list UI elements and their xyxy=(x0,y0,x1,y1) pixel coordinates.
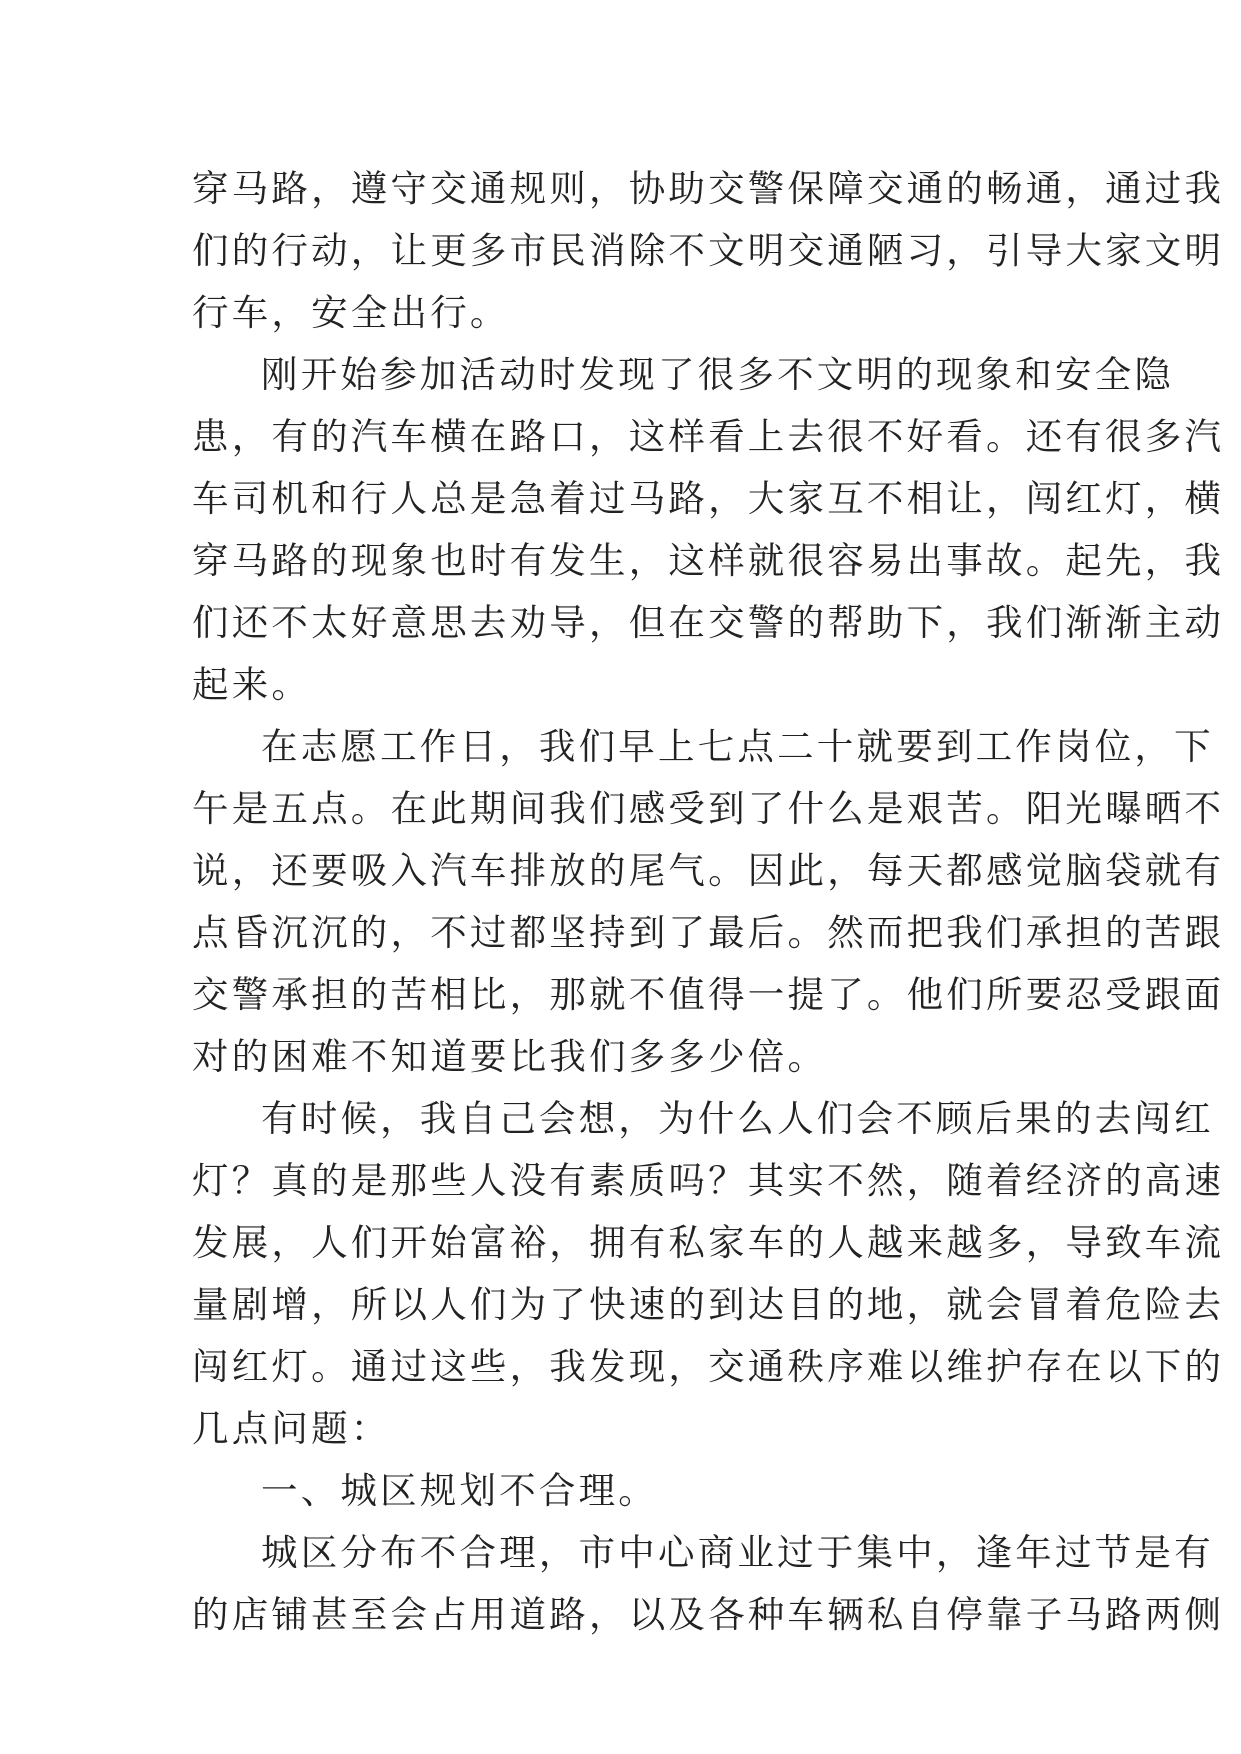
text-line: 闯红灯。通过这些，我发现，交通秩序难以维护存在以下的 xyxy=(192,1345,1225,1388)
text-line: 午是五点。在此期间我们感受到了什么是艰苦。阳光曝晒不 xyxy=(192,787,1225,830)
paragraph-first-line: 城区分布不合理，市中心商业过于集中，逢年过节是有 xyxy=(261,1531,1214,1574)
text-line: 车司机和行人总是急着过马路，大家互不相让，闯红灯，横 xyxy=(192,477,1225,520)
text-line: 交警承担的苦相比，那就不值得一提了。他们所要忍受跟面 xyxy=(192,973,1225,1016)
text-line: 行车，安全出行。 xyxy=(192,291,510,334)
text-line: 灯？真的是那些人没有素质吗？其实不然，随着经济的高速 xyxy=(192,1159,1225,1202)
text-line: 的店铺甚至会占用道路，以及各种车辆私自停靠子马路两侧 xyxy=(192,1593,1225,1636)
text-line: 起来。 xyxy=(192,663,312,706)
text-line: 点昏沉沉的，不过都坚持到了最后。然而把我们承担的苦跟 xyxy=(192,911,1225,954)
paragraph-first-line: 有时候，我自己会想，为什么人们会不顾后果的去闯红 xyxy=(261,1097,1214,1140)
text-line: 对的困难不知道要比我们多多少倍。 xyxy=(192,1035,828,1078)
text-line: 们还不太好意思去劝导，但在交警的帮助下，我们渐渐主动 xyxy=(192,601,1225,644)
text-line: 穿马路，遵守交通规则，协助交警保障交通的畅通，通过我 xyxy=(192,167,1225,210)
paragraph-first-line: 刚开始参加活动时发现了很多不文明的现象和安全隐 xyxy=(261,353,1175,396)
text-line: 穿马路的现象也时有发生，这样就很容易出事故。起先，我 xyxy=(192,539,1225,582)
paragraph-first-line: 在志愿工作日，我们早上七点二十就要到工作岗位，下 xyxy=(261,725,1214,768)
document-body xyxy=(192,158,1225,1646)
text-line: 发展，人们开始富裕，拥有私家车的人越来越多，导致车流 xyxy=(192,1221,1225,1264)
section-heading: 一、城区规划不合理。 xyxy=(261,1469,658,1512)
text-line: 们的行动，让更多市民消除不文明交通陋习，引导大家文明 xyxy=(192,229,1225,272)
text-line: 说，还要吸入汽车排放的尾气。因此，每天都感觉脑袋就有 xyxy=(192,849,1225,892)
text-line: 量剧增，所以人们为了快速的到达目的地，就会冒着危险去 xyxy=(192,1283,1225,1326)
text-line: 几点问题： xyxy=(192,1407,391,1450)
text-line: 患，有的汽车横在路口，这样看上去很不好看。还有很多汽 xyxy=(192,415,1225,458)
